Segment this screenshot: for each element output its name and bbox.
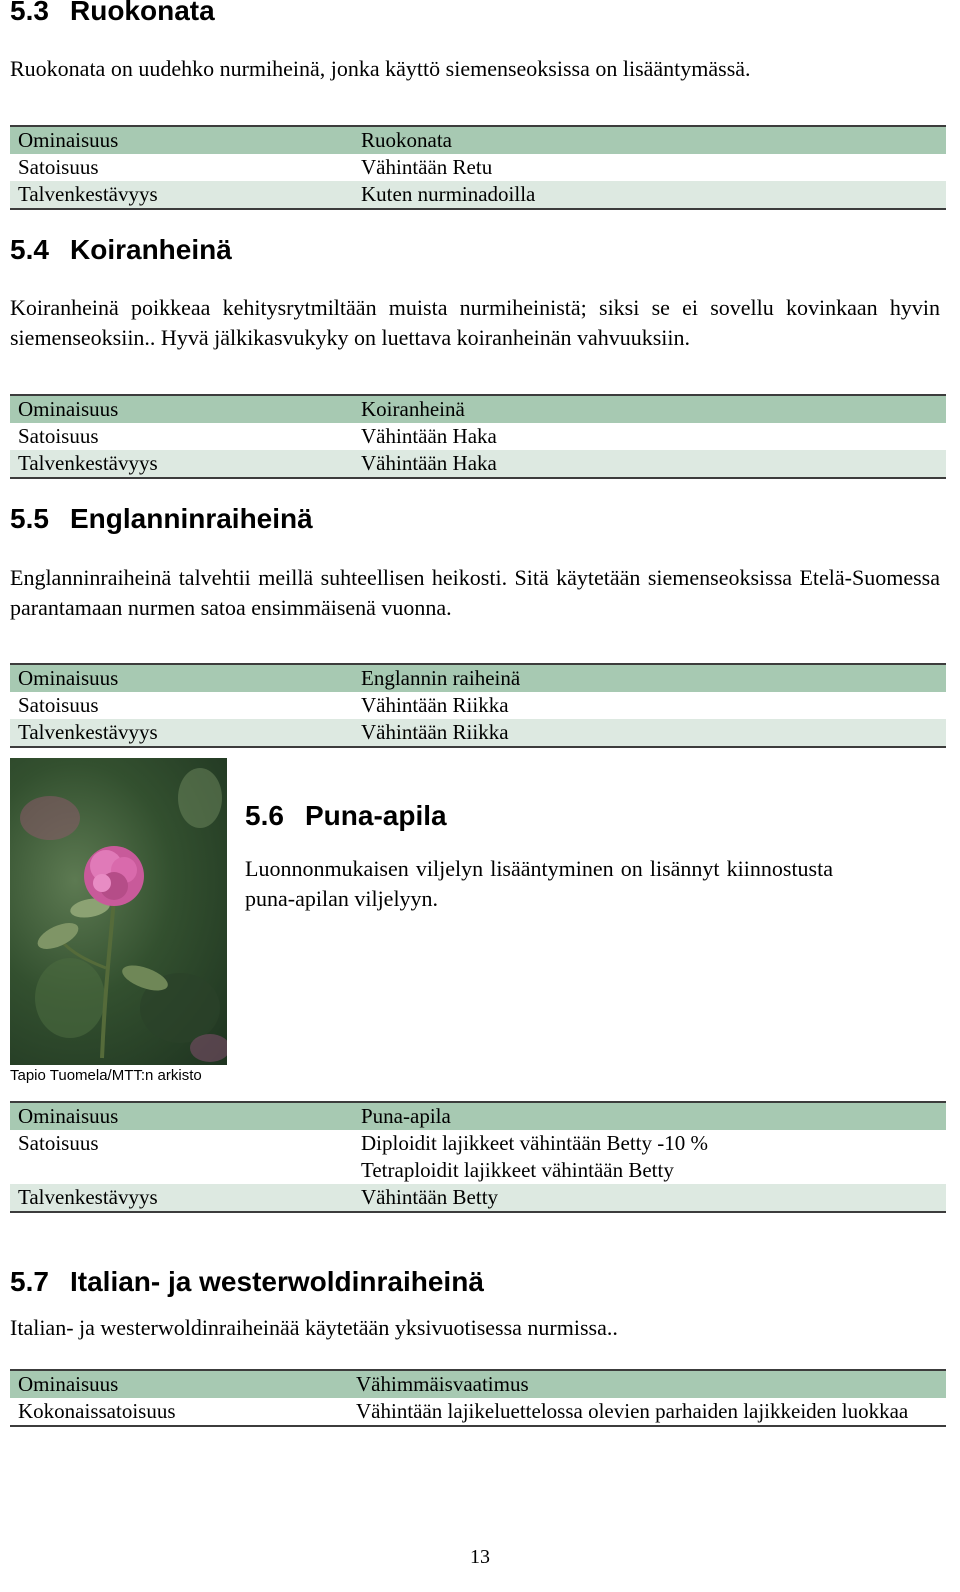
photo-caption: Tapio Tuomela/MTT:n arkisto xyxy=(10,1067,202,1084)
table-header-row: Ominaisuus Englannin raiheinä xyxy=(10,664,946,692)
table-5-7 xyxy=(10,1369,946,1427)
section-heading-5-5: 5.5 Englanninraiheinä xyxy=(10,503,313,534)
section-text-5-3: Ruokonata on uudehko nurmiheinä, jonka käyttö siemenseoksissa on lisääntymässä. xyxy=(10,56,751,81)
table-row: Satoisuus Vähintään Riikka xyxy=(18,693,509,717)
table-row: Tetraploidit lajikkeet vähintään Betty xyxy=(361,1158,674,1182)
table-5-4 xyxy=(10,394,946,479)
section-heading-5-3: 5.3 Ruokonata xyxy=(10,0,215,26)
table-5-5 xyxy=(10,663,946,748)
page-number: 13 xyxy=(470,1546,490,1568)
table-header-row: Ominaisuus Vähimmäisvaatimus xyxy=(10,1370,946,1398)
section-text-5-4: Koiranheinä poikkeaa kehitysrytmiltään muista nurmiheinistä; siksi se ei sovellu kovinkaan hyvin siemenseoksiin.. Hyvä jälkikasvukyky on luettava koiranheinän vahvuuksiin. xyxy=(10,295,940,350)
table-row: Talvenkestävyys Vähintään Betty xyxy=(10,1184,946,1212)
table-row: Talvenkestävyys Vähintään Haka xyxy=(10,450,946,478)
section-text-5-6: Luonnonmukaisen viljelyn lisääntyminen on lisännyt kiinnostusta puna-apilan viljelyyn. xyxy=(245,856,833,911)
red-clover-illustration xyxy=(10,758,227,1065)
table-row: Kokonaissatoisuus Vähintään lajikeluettelossa olevien parhaiden lajikkeiden luokkaa xyxy=(10,1398,946,1426)
section-heading-5-4: 5.4 Koiranheinä xyxy=(10,234,232,265)
section-heading-5-7: 5.7 Italian- ja westerwoldinraiheinä xyxy=(10,1266,484,1297)
table-row: Talvenkestävyys Kuten nurminadoilla xyxy=(10,181,946,209)
table-row: Talvenkestävyys Vähintään Riikka xyxy=(10,719,946,747)
table-header-row: Ominaisuus Koiranheinä xyxy=(10,395,946,423)
table-row: Satoisuus Diploidit lajikkeet vähintään Betty -10 % xyxy=(18,1131,709,1155)
table-row: Satoisuus Vähintään Retu xyxy=(18,155,493,179)
table-row: Satoisuus Vähintään Haka xyxy=(18,424,497,448)
table-header-row: Ominaisuus Puna-apila xyxy=(10,1102,946,1130)
section-heading-5-6: 5.6 Puna-apila xyxy=(245,800,447,831)
table-5-6 xyxy=(10,1101,946,1213)
section-text-5-5: Englanninraiheinä talvehtii meillä suhteellisen heikosti. Sitä käytetään siemenseoksissa Etelä-Suomessa parantamaan nurmen satoa ensimmäisenä vuonna. xyxy=(10,565,940,620)
section-text-5-7: Italian- ja westerwoldinraiheinää käytetään yksivuotisessa nurmissa.. xyxy=(10,1315,618,1340)
table-5-3 xyxy=(10,125,946,210)
table-header-row: Ominaisuus Ruokonata xyxy=(10,126,946,154)
red-clover-photo xyxy=(10,758,227,1065)
